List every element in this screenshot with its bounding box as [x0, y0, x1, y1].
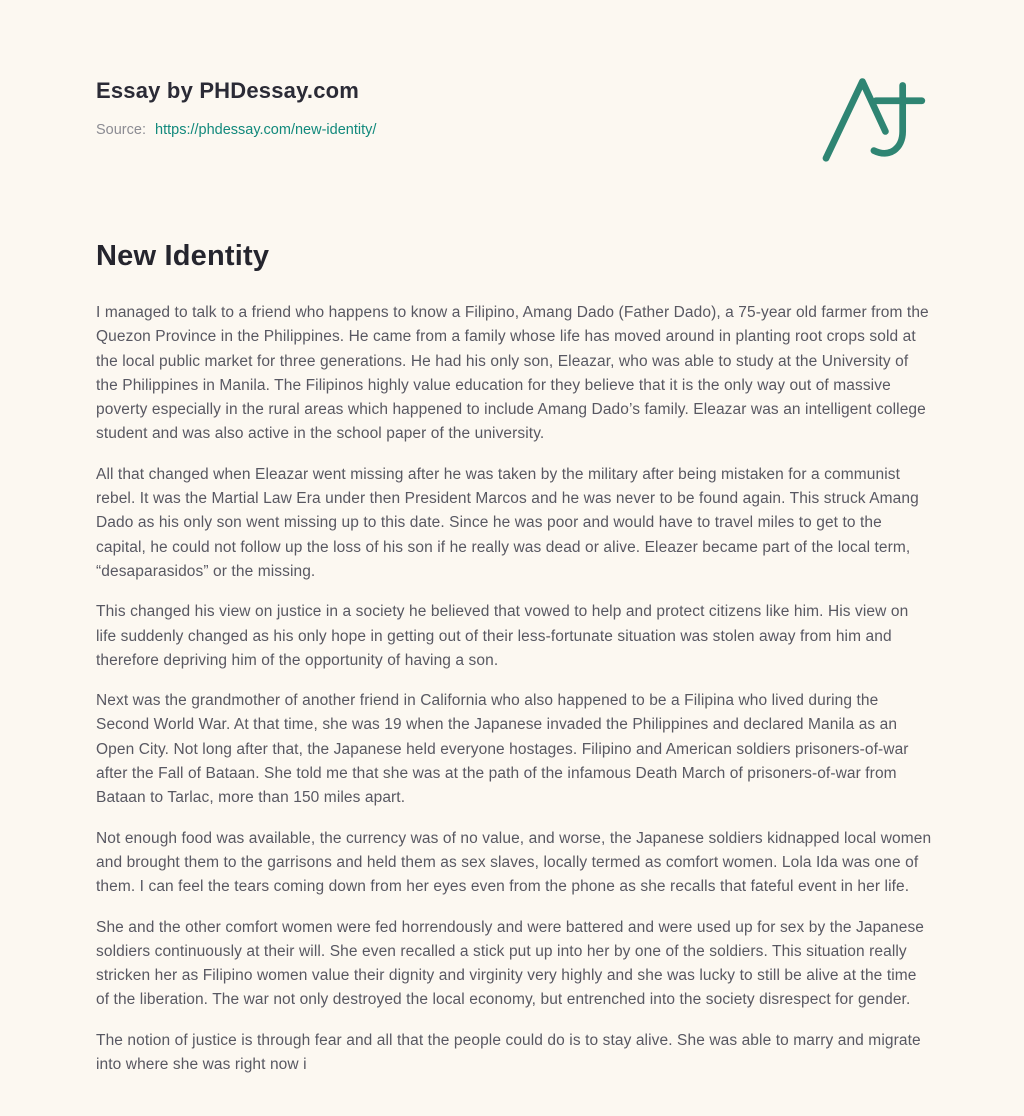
source-link[interactable]: https://phdessay.com/new-identity/: [155, 122, 377, 138]
source-line: [96, 122, 376, 138]
essay-paragraph: The notion of justice is through fear and all that the people could do is to stay alive. She was able to marry and migrate into where she was right now i: [96, 1031, 921, 1074]
essay-title: New Identity: [96, 240, 270, 272]
essay-main: [96, 240, 930, 1077]
essay-paragraph: All that changed when Eleazar went missing after he was taken by the military after being mistaken for a communist rebel. It was the Martial Law Era under then President Marcos and he was never to be found again. This struck Amang Dado as his only son went missing up to this date. Since he was poor and would have to travel miles to get to the capital, he could not follow up the loss of his son if he really was dead or alive. Eleazer became part of the local term, “desaparasidos” or the missing.: [96, 465, 919, 580]
essay-paragraph: She and the other comfort women were fed horrendously and were battered and were used up for sex by the Japanese soldiers continuously at their will. She even recalled a stick put up into her by one of the soldiers. This situation really stricken her as Filipino women value their dignity and virginity very highly and she was lucky to still be alive at the time of the liberation. The war not only destroyed the local economy, but entrenched into the society disrespect for gender.: [96, 918, 925, 1009]
header-text-block: [96, 72, 376, 138]
site-heading: Essay by PHDessay.com: [96, 78, 360, 103]
essay-body: [96, 301, 932, 1077]
essay-paragraph: This changed his view on justice in a society he believed that vowed to help and protect citizens like him. His view on life suddenly changed as his only hope in getting out of their less-fortunate situation was stolen away from him and therefore depriving him of the opportunity of having a son.: [96, 603, 909, 669]
source-label: Source:: [96, 122, 146, 138]
page-header: [96, 72, 930, 164]
phdessay-logo-icon: [814, 72, 930, 164]
essay-paragraph: Next was the grandmother of another friend in California who also happened to be a Filipina who lived during the Second World War. At that time, she was 19 when the Japanese invaded the Philippines and declared Manila as an Open City. Not long after that, the Japanese held everyone hostages. Filipino and American soldiers prisoners-of-war after the Fall of Bataan. She told me that she was at the path of the infamous Death March of prisoners-of-war from Bataan to Tarlac, more than 150 miles apart.: [96, 692, 909, 807]
essay-paragraph: I managed to talk to a friend who happens to know a Filipino, Amang Dado (Father Dado), a 75-year old farmer from the Quezon Province in the Philippines. He came from a family whose life has moved around in planting root crops sold at the local public market for three generations. He had his only son, Eleazar, who was able to study at the University of the Philippines in Manila. The Filipinos highly value education for they believe that it is the only way out of massive poverty especially in the rural areas which happened to include Amang Dado’s family. Eleazar was an intelligent college student and was also active in the school paper of the university.: [96, 304, 929, 443]
essay-paragraph: Not enough food was available, the currency was of no value, and worse, the Japanese soldiers kidnapped local women and brought them to the garrisons and held them as sex slaves, locally termed as comfort women. Lola Ida was one of them. I can feel the tears coming down from her eyes even from the phone as she recalls that fateful event in her life.: [96, 829, 932, 896]
